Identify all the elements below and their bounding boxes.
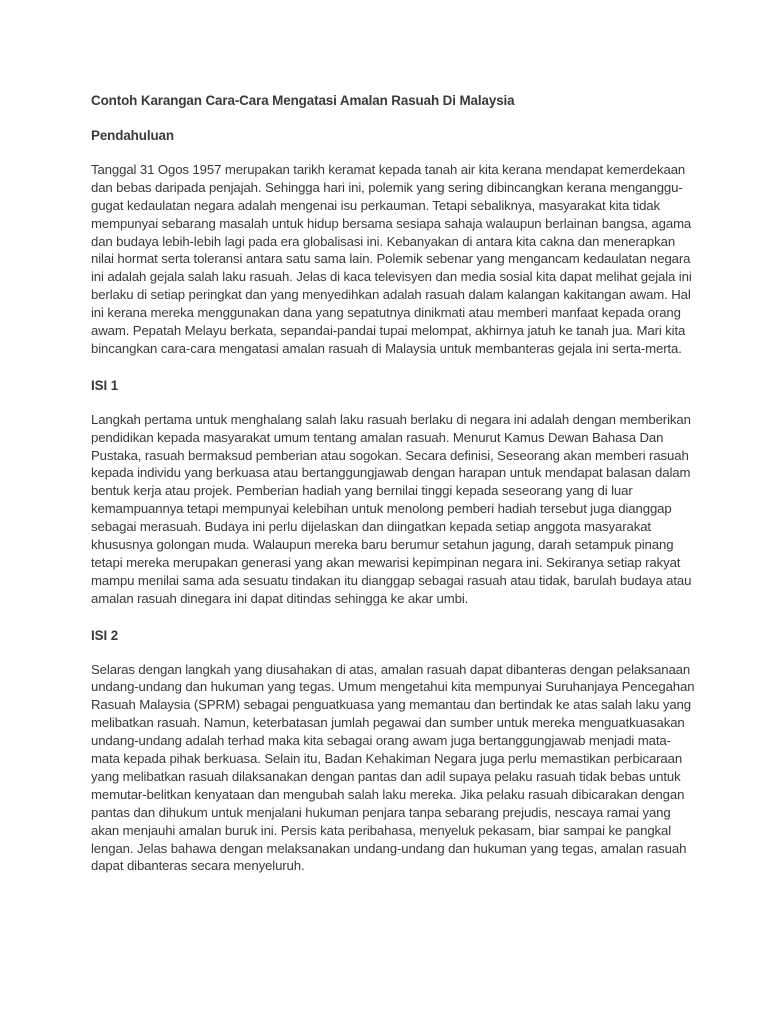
text-line: ini adalah gejala salah laku rasuah. Jelas di kaca televisyen dan media sosial kita dapat melihat gejala ini xyxy=(91,269,692,285)
text-line: Selaras dengan langkah yang diusahakan di atas, amalan rasuah dapat dibanteras dengan pelaksanaan xyxy=(91,661,691,677)
text-line: kepada individu yang berkuasa atau bertanggungjawab dengan harapan untuk mendapat balasan dalam xyxy=(91,465,691,481)
text-line: memutar-belitkan kenyataan dan mengubah salah laku mereka. Jika pelaku rasuah dibicarakan dengan xyxy=(91,786,685,802)
paragraph xyxy=(91,161,768,358)
text-line: melibatkan rasuah. Namun, keterbatasan jumlah pegawai dan sumber untuk mereka menguatkuasakan xyxy=(91,715,685,731)
text-line: mempunyai sebarang masalah untuk hidup bersama sesiapa sahaja walaupun berlainan bangsa, agama xyxy=(91,215,692,231)
text-line: Tanggal 31 Ogos 1957 merupakan tarikh keramat kepada tanah air kita kerana mendapat kemerdekaan xyxy=(91,162,686,177)
text-line: Langkah pertama untuk menghalang salah laku rasuah berlaku di negara ini adalah dengan memberikan xyxy=(91,411,691,427)
text-line: dan budaya lebih-lebih lagi pada era globalisasi ini. Kebanyakan di antara kita cakna dan menerapkan xyxy=(91,233,676,249)
text-line: Rasuah Malaysia (SPRM) sebagai penguatkuasa yang memantau dan bertindak ke atas salah laku yang xyxy=(91,697,691,713)
section-isi-2 xyxy=(91,627,768,876)
text-line: mampu menilai sama ada sesuatu tindakan itu dianggap sebagai rasuah atau tidak, barulah budaya atau xyxy=(91,572,692,588)
section-pendahuluan xyxy=(91,127,768,358)
text-line: pantas dan dihukum untuk menjalani hukuman penjara tanpa sebarang prejudis, nescaya ramai yang xyxy=(91,804,671,820)
text-line: mata kepada pihak berkuasa. Selain itu, Badan Kehakiman Negara juga perlu memastikan perbicaraan xyxy=(91,751,683,767)
text-line: berlaku di setiap peringkat dan yang menyedihkan adalah rasuah dalam kalangan kakitangan awam. Hal xyxy=(91,287,691,303)
text-line: sebagai merasuah. Budaya ini perlu dijelaskan dan diingatkan kepada setiap anggota masyarakat xyxy=(91,519,651,535)
section-heading: ISI 2 xyxy=(91,627,119,643)
text-line: pendidikan kepada masyarakat umum tentang amalan rasuah. Menurut Kamus Dewan Bahasa Dan xyxy=(91,429,664,445)
section-heading: ISI 1 xyxy=(91,377,119,393)
text-line: yang melibatkan rasuah dilaksanakan dengan pantas dan adil supaya pelaku rasuah tidak bebas untuk xyxy=(91,768,681,784)
text-line: bentuk kerja atau projek. Pemberian hadiah yang bernilai tinggi kepada seseorang yang di luar xyxy=(91,483,633,499)
text-line: Pustaka, rasuah bermaksud pemberian atau sogokan. Secara definisi, Seseorang akan memberi rasuah xyxy=(91,447,689,463)
text-line: nilai hormat serta toleransi antara satu sama lain. Polemik sebenar yang mengancam kedaulatan negara xyxy=(91,251,691,267)
text-line: tetapi mereka merupakan generasi yang akan mewarisi kepimpinan negara ini. Sekiranya setiap rakyat xyxy=(91,554,681,570)
section-heading: Pendahuluan xyxy=(91,128,174,143)
text-line: awam. Pepatah Melayu berkata, sepandai-pandai tupai melompat, akhirnya jatuh ke tanah jua. Mari kita xyxy=(91,323,686,339)
text-line: kemampuannya tetapi mempunyai kelebihan untuk menolong pemberi hadiah tersebut juga dianggap xyxy=(91,501,672,517)
section-isi-1 xyxy=(91,377,768,608)
paragraph xyxy=(91,661,768,876)
text-line: gugat kedaulatan negara adalah mengenai isu perkauman. Tetapi sebaliknya, masyarakat kita tidak xyxy=(91,197,660,213)
paragraph xyxy=(91,411,768,608)
text-line: khususnya golongan muda. Walaupun mereka baru berumur setahun jagung, darah setampuk pinang xyxy=(91,537,674,553)
text-line: akan menjauhi amalan buruk ini. Persis kata peribahasa, menyeluk pekasam, biar sampai ke pangkal xyxy=(91,822,672,838)
text-line: undang-undang dan hukuman yang tegas. Umum mengetahui kita mempunyai Suruhanjaya Pencegahan xyxy=(91,679,695,695)
text-line: lengan. Jelas bahawa dengan melaksanakan undang-undang dan hukuman yang tegas, amalan rasuah xyxy=(91,840,687,856)
text-line: ini kerana mereka menggunakan dana yang sepatutnya dinikmati atau memberi manfaat kepada orang xyxy=(91,305,681,321)
text-line: amalan rasuah dinegara ini dapat ditindas sehingga ke akar umbi. xyxy=(91,590,469,606)
text-line: undang-undang adalah terhad maka kita sebagai orang awam juga bertanggungjawab menjadi mata- xyxy=(91,733,671,749)
text-line: dapat dibanteras secara menyeluruh. xyxy=(91,858,305,874)
document-title: Contoh Karangan Cara-Cara Mengatasi Amalan Rasuah Di Malaysia xyxy=(91,93,515,108)
text-line: bincangkan cara-cara mengatasi amalan rasuah di Malaysia untuk membanteras gejala ini serta-merta. xyxy=(91,340,682,356)
text-line: dan bebas daripada penjajah. Sehingga hari ini, polemik yang sering dibincangkan kerana menganggu- xyxy=(91,179,683,195)
